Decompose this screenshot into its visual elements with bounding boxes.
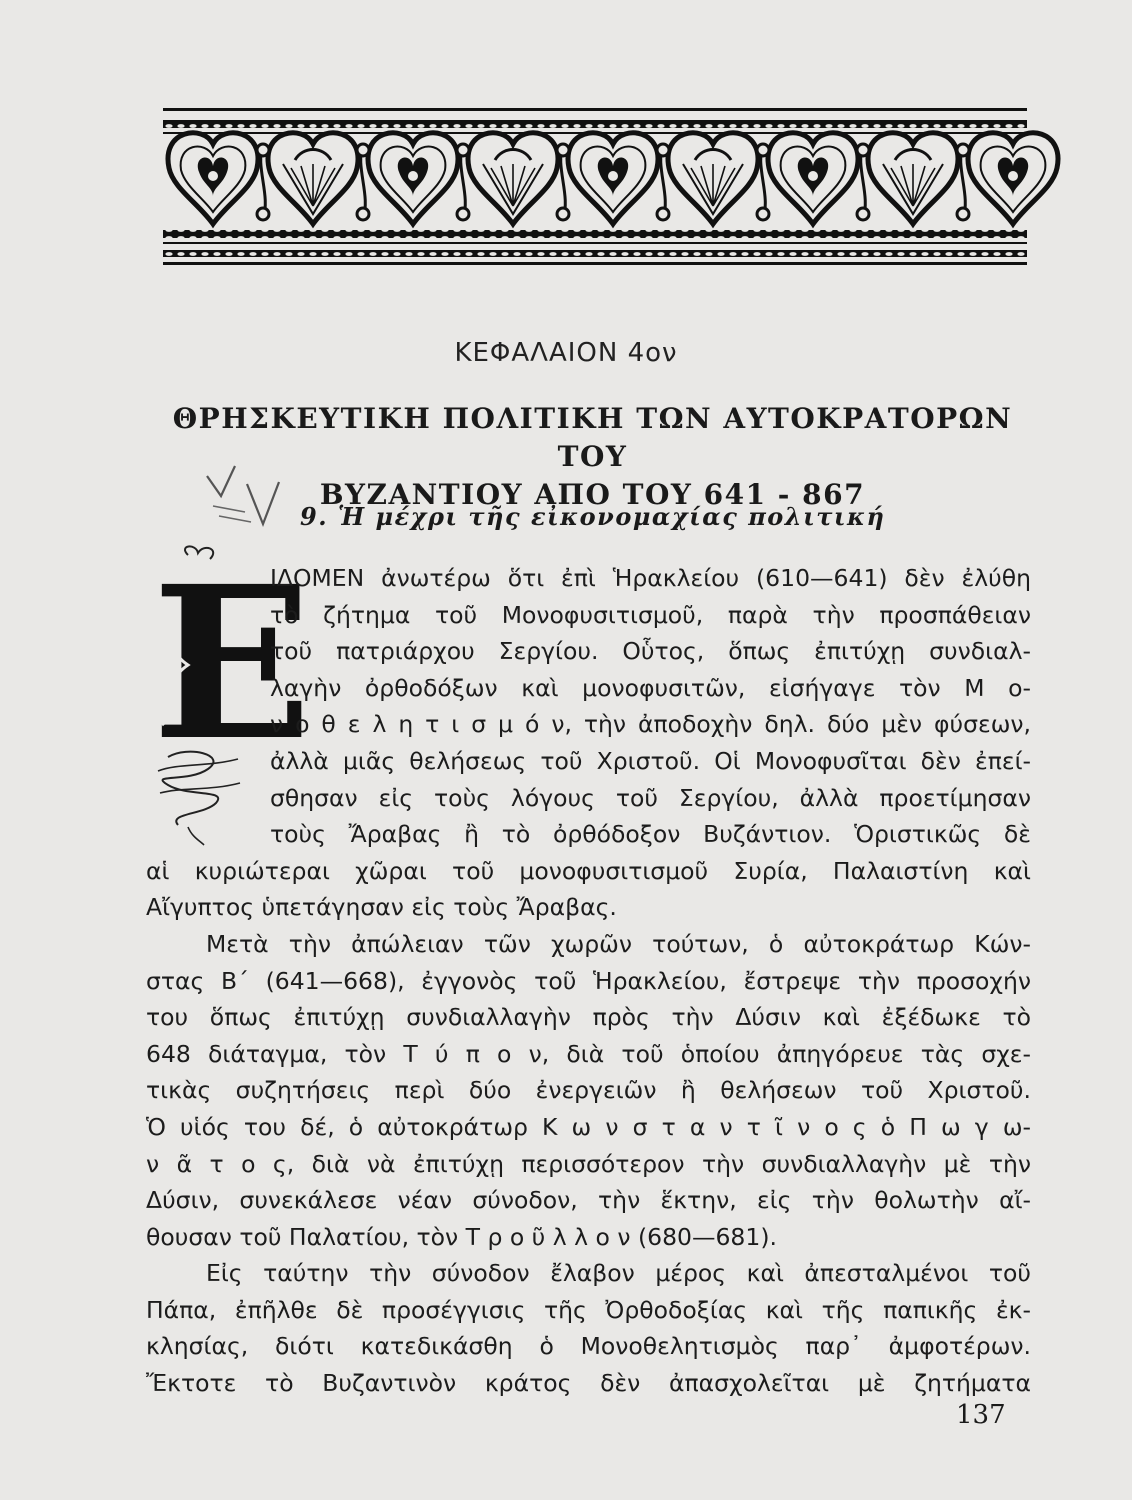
- body-text: [146, 560, 1031, 1402]
- text-line: στας Β΄ (641—668), ἐγγονὸς τοῦ Ἡρακλείου, ἔστρεψε τὴν προσοχήν: [146, 966, 1031, 995]
- section-heading: 9. Ἡ μέχρι τῆς εἰκονομαχίας πολιτική: [300, 502, 886, 531]
- text-line: ἀλλὰ μιᾶς θελήσεως τοῦ Χριστοῦ. Οἱ Μονοφυσῖται δὲν ἐπεί-: [270, 746, 1031, 775]
- text-line: Μετὰ τὴν ἀπώλειαν τῶν χωρῶν τούτων, ὁ αὐτοκράτωρ Κών-: [206, 929, 1031, 958]
- page-number: 137: [956, 1400, 1006, 1430]
- text-line: κλησίας, διότι κατεδικάσθη ὁ Μονοθελητισμὸς παρ᾽ ἀμφοτέρων.: [146, 1332, 1031, 1361]
- chapter-label: ΚΕΦΑΛΑΙΟΝ 4ον: [454, 338, 678, 368]
- text-line: Εἰς ταύτην τὴν σύνοδον ἔλαβον μέρος καὶ ἀπεσταλμένοι τοῦ: [206, 1259, 1031, 1288]
- ornamental-header-band: [163, 106, 1027, 274]
- text-line: Αἴγυπτος ὑπετάγησαν εἰς τοὺς Ἄραβας.: [146, 893, 617, 922]
- text-line: Δύσιν, συνεκάλεσε νέαν σύνοδον, τὴν ἕκτην, εἰς τὴν θολωτὴν αἴ-: [146, 1186, 1031, 1215]
- paragraph-1: [146, 560, 1031, 926]
- text-line: τοὺς Ἄραβας ἢ τὸ ὀρθόδοξον Βυζάντιον. Ὁριστικῶς δὲ: [270, 820, 1031, 849]
- text-line: αἱ κυριώτεραι χῶραι τοῦ μονοφυσιτισμοῦ Συρία, Παλαιστίνη καὶ: [146, 856, 1031, 885]
- handwritten-check-mark: [205, 462, 285, 532]
- text-line: τικὰς συζητήσεις περὶ δύο ἐνεργειῶν ἢ θελήσεων τοῦ Χριστοῦ.: [146, 1076, 1031, 1105]
- text-line: Ἔκτοτε τὸ Βυζαντινὸν κράτος δὲν ἀπασχολεῖται μὲ ζητήματα: [146, 1369, 1031, 1398]
- text-line: τὸ ζήτημα τοῦ Μονοφυσιτισμοῦ, παρὰ τὴν προσπάθειαν: [270, 600, 1031, 629]
- text-line: σθησαν εἰς τοὺς λόγους τοῦ Σεργίου, ἀλλὰ προετίμησαν: [270, 783, 1031, 812]
- paragraph-2: [146, 926, 1031, 1255]
- drop-cap-letter: Ε: [152, 540, 313, 787]
- text-line: ΙΔΟΜΕΝ ἀνωτέρω ὅτι ἐπὶ Ἡρακλείου (610—641) δὲν ἐλύθη: [270, 564, 1031, 592]
- text-line: λαγὴν ὀρθοδόξων καὶ μονοφυσιτῶν, εἰσήγαγε τὸν Μ ο-: [270, 673, 1031, 702]
- paragraph-3: [146, 1255, 1031, 1401]
- text-line: ν ᾶ τ ο ς, διὰ νὰ ἐπιτύχῃ περισσότερον τὴν συνδιαλλαγὴν μὲ τὴν: [146, 1149, 1031, 1178]
- text-line: του ὅπως ἐπιτύχῃ συνδιαλλαγὴν πρὸς τὴν Δύσιν καὶ ἐξέδωκε τὸ: [146, 1003, 1031, 1032]
- text-line: Πάπα, ἐπῆλθε δὲ προσέγγισις τῆς Ὀρθοδοξίας καὶ τῆς παπικῆς ἐκ-: [146, 1295, 1031, 1324]
- chapter-title-line-2: ΒΥΖΑΝΤΙΟΥ ΑΠΟ ΤΟΥ 641 - 867: [319, 478, 866, 511]
- text-line: Ὁ υἱός του δέ, ὁ αὐτοκράτωρ Κ ω ν σ τ α ν τ ῖ ν ο ς ὁ Π ω γ ω-: [146, 1112, 1031, 1141]
- text-line: θουσαν τοῦ Παλατίου, τὸν Τ ρ ο ῦ λ λ ο ν (680—681).: [146, 1222, 777, 1251]
- text-line: τοῦ πατριάρχου Σεργίου. Οὗτος, ὅπως ἐπιτύχῃ συνδιαλ-: [270, 637, 1031, 666]
- chapter-title-line-1: ΘΡΗΣΚΕΥΤΙΚΗ ΠΟΛΙΤΙΚΗ ΤΩΝ ΑΥΤΟΚΡΑΤΟΡΩΝ ΤΟΥ: [172, 402, 1013, 473]
- text-line: 648 διάταγμα, τὸν Τ ύ π ο ν, διὰ τοῦ ὁποίου ἀπηγόρευε τὰς σχε-: [146, 1039, 1031, 1068]
- text-line: ν ο θ ε λ η τ ι σ μ ό ν, τὴν ἀποδοχὴν δηλ. δύο μὲν φύσεων,: [270, 710, 1031, 739]
